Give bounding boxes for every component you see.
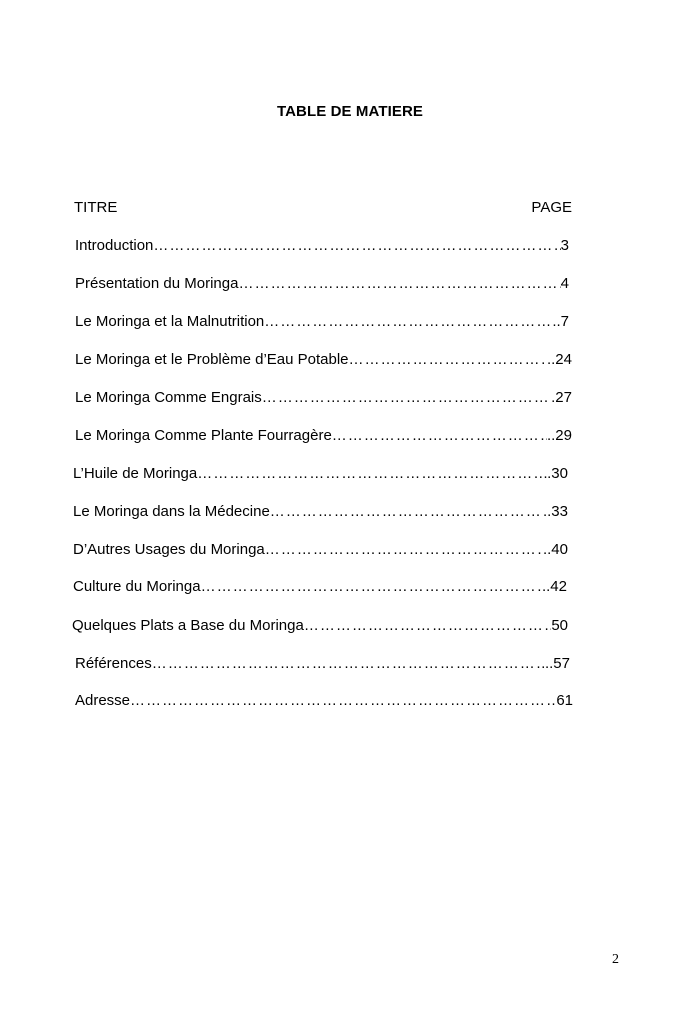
dot-leader — [130, 691, 556, 711]
toc-entry-presentation — [75, 274, 569, 294]
toc-entry-page: ..40 — [542, 541, 568, 558]
dot-leader — [332, 426, 547, 446]
toc-entry-page: 4 — [560, 275, 569, 292]
toc-entry-autres-usages — [73, 540, 568, 560]
dot-leader — [201, 577, 542, 597]
dot-leader — [152, 654, 545, 674]
toc-entry-page: 50 — [551, 617, 568, 634]
toc-entry-malnutrition — [75, 312, 569, 332]
toc-entry-page: .30 — [547, 465, 568, 482]
toc-entry-title: Le Moringa dans la Médecine — [73, 503, 270, 520]
dot-leader — [270, 502, 543, 522]
page-title: TABLE DE MATIERE — [276, 103, 424, 120]
toc-entry-huile — [73, 464, 568, 484]
dot-leader — [262, 388, 551, 408]
toc-entry-title: Introduction — [75, 237, 154, 254]
toc-entry-title: D’Autres Usages du Moringa — [73, 541, 265, 558]
page-number: 2 — [612, 952, 619, 967]
toc-entry-title: Quelques Plats a Base du Moringa — [72, 617, 304, 634]
toc-entry-title: Adresse — [75, 692, 131, 709]
toc-entry-page: .27 — [551, 389, 572, 406]
toc-entry-culture — [73, 577, 567, 597]
dot-leader — [349, 350, 547, 370]
toc-entry-page: ..42 — [541, 578, 567, 595]
toc-entry-title: Le Moringa et le Problème d’Eau Potable — [75, 351, 349, 368]
toc-entry-title: Références — [75, 655, 152, 672]
toc-entry-references — [75, 654, 570, 674]
dot-leader — [304, 616, 552, 636]
dot-leader — [153, 236, 560, 256]
toc-entry-adresse — [75, 691, 573, 711]
toc-entry-title: Le Moringa Comme Engrais — [75, 389, 262, 406]
toc-entry-page: ..7 — [552, 313, 569, 330]
toc-entry-eau-potable — [75, 350, 572, 370]
toc-entry-title: Culture du Moringa — [73, 578, 201, 595]
toc-entry-plats — [72, 616, 568, 636]
title-column-header: TITRE — [74, 199, 118, 216]
toc-entry-title: L’Huile de Moringa — [73, 465, 198, 482]
dot-leader — [265, 540, 543, 560]
dot-leader — [264, 312, 552, 332]
toc-entry-page: ..29 — [546, 427, 572, 444]
toc-entry-page: 61 — [556, 692, 573, 709]
toc-entry-page: 3 — [560, 237, 569, 254]
toc-entry-page: ..33 — [542, 503, 568, 520]
dot-leader — [238, 274, 560, 294]
toc-entry-engrais — [75, 388, 572, 408]
page-column-header: PAGE — [531, 199, 572, 216]
toc-entry-page: ..57 — [544, 655, 570, 672]
toc-entry-introduction — [75, 236, 569, 256]
toc-header — [74, 198, 572, 218]
toc-entry-medecine — [73, 502, 568, 522]
toc-entry-title: Le Moringa et la Malnutrition — [75, 313, 265, 330]
dot-leader — [197, 464, 547, 484]
toc-entry-title: Présentation du Moringa — [75, 275, 239, 292]
toc-entry-fourragere — [75, 426, 572, 446]
toc-entry-page: ..24 — [546, 351, 572, 368]
toc-entry-title: Le Moringa Comme Plante Fourragère — [75, 427, 332, 444]
